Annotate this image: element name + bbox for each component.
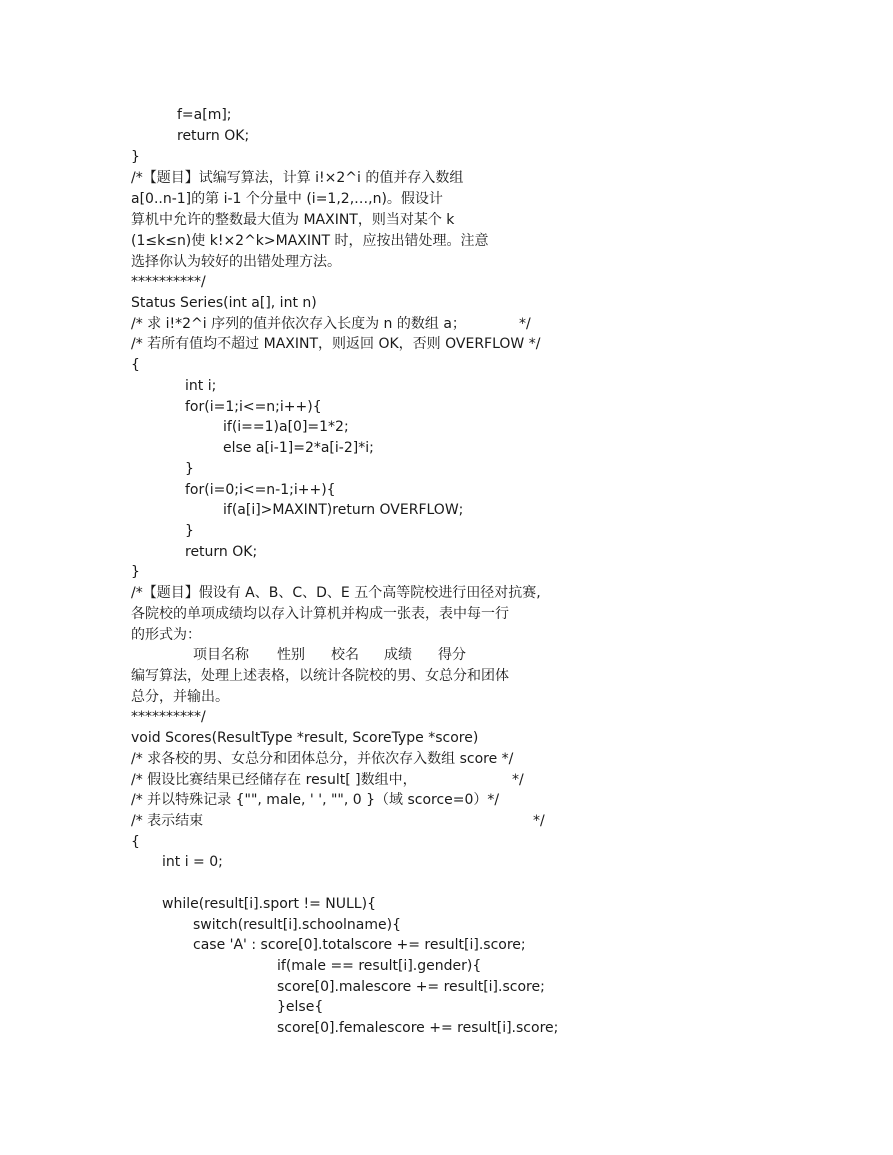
code-line: if(i==1)a[0]=1*2; <box>223 419 349 435</box>
comment-line: 总分，并输出。 <box>131 689 229 705</box>
code-line: int i = 0; <box>162 854 223 870</box>
code-line: score[0].malescore += result[i].score; <box>277 979 545 995</box>
comment-line: /* 求各校的男、女总分和团体总分，并依次存入数组 score */ <box>131 751 514 767</box>
comment-line: **********/ <box>131 274 206 290</box>
comment-line: */ <box>533 813 545 829</box>
code-line: for(i=1;i<=n;i++){ <box>185 399 322 415</box>
comment-line: (1≤k≤n)使 k!×2^k>MAXINT 时，应按出错处理。注意 <box>131 233 489 249</box>
code-line: for(i=0;i<=n-1;i++){ <box>185 482 336 498</box>
table-field-label: 得分 <box>438 647 466 663</box>
code-line: else a[i-1]=2*a[i-2]*i; <box>223 440 374 456</box>
table-field-label: 校名 <box>331 647 359 663</box>
comment-line: /* 若所有值均不超过 MAXINT，则返回 OK，否则 OVERFLOW */ <box>131 336 541 352</box>
comment-line: 编写算法，处理上述表格，以统计各院校的男、女总分和团体 <box>131 668 509 684</box>
comment-line: 的形式为： <box>131 627 201 643</box>
comment-line: 各院校的单项成绩均以存入计算机并构成一张表，表中每一行 <box>131 606 509 622</box>
code-line: score[0].femalescore += result[i].score; <box>277 1020 559 1036</box>
table-field-label: 成绩 <box>384 647 412 663</box>
code-line: } <box>131 149 140 165</box>
comment-line: */ <box>512 772 524 788</box>
code-line: Status Series(int a[], int n) <box>131 295 317 311</box>
code-line: } <box>185 461 194 477</box>
table-field-label: 项目名称 <box>193 647 249 663</box>
code-line: if(a[i]>MAXINT)return OVERFLOW; <box>223 502 464 518</box>
code-line: void Scores(ResultType *result, ScoreType *score) <box>131 730 479 746</box>
comment-line: */ <box>519 316 531 332</box>
comment-line: /* 并以特殊记录 {"", male, ' ', "", 0 }（域 scorce=0）*/ <box>131 792 500 808</box>
code-line: case 'A' : score[0].totalscore += result[i].score; <box>193 937 526 953</box>
table-field-label: 性别 <box>277 647 305 663</box>
comment-line: /* 表示结束 <box>131 813 204 829</box>
comment-line: **********/ <box>131 709 206 725</box>
comment-line: /* 求 i!*2^i 序列的值并依次存入长度为 n 的数组 a； <box>131 316 466 332</box>
code-line: f=a[m]; <box>177 107 232 123</box>
comment-line: /* 假设比赛结果已经储存在 result[ ]数组中， <box>131 772 417 788</box>
code-line: while(result[i].sport != NULL){ <box>162 896 376 912</box>
code-line: } <box>131 564 140 580</box>
comment-line: a[0..n-1]的第 i-1 个分量中 (i=1,2,…,n)。假设计 <box>131 191 443 207</box>
code-line: switch(result[i].schoolname){ <box>193 917 401 933</box>
code-line: { <box>131 834 140 850</box>
comment-line: /*【题目】试编写算法，计算 i!×2^i 的值并存入数组 <box>131 170 464 186</box>
code-line: } <box>185 523 194 539</box>
code-line: return OK; <box>177 128 250 144</box>
code-line: int i; <box>185 378 217 394</box>
code-line: if(male == result[i].gender){ <box>277 958 482 974</box>
code-line: { <box>131 357 140 373</box>
code-line: return OK; <box>185 544 258 560</box>
code-line: }else{ <box>277 999 324 1015</box>
comment-line: 选择你认为较好的出错处理方法。 <box>131 254 341 270</box>
comment-line: 算机中允许的整数最大值为 MAXINT，则当对某个 k <box>131 212 455 228</box>
comment-line: /*【题目】假设有 A、B、C、D、E 五个高等院校进行田径对抗赛, <box>131 585 541 601</box>
